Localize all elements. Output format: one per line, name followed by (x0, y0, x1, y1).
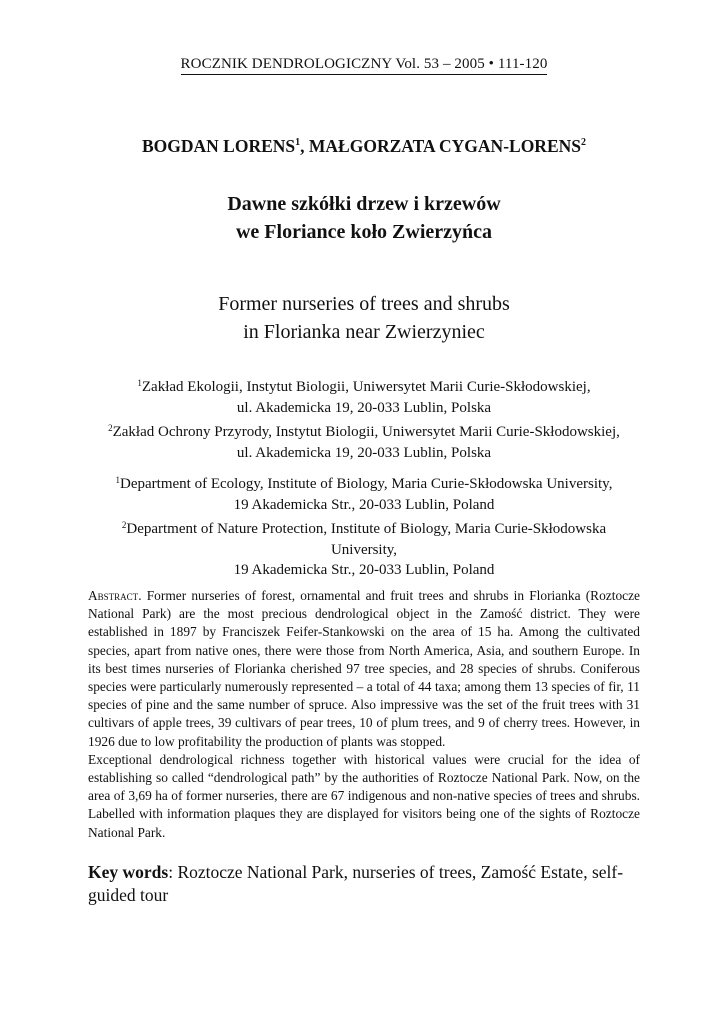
running-head (0, 55, 728, 75)
abstract (88, 587, 640, 842)
affiliations-english (0, 470, 728, 581)
keywords (88, 861, 648, 907)
abstract-label-punctuation: . (138, 588, 147, 603)
affiliation-pl-1-text: Zakład Ekologii, Instytut Biologii, Uniwersytet Marii Curie-Skłodowskiej, (141, 379, 591, 395)
affiliation-pl-2-mark: 2 (108, 423, 113, 433)
abstract-paragraph-2: Exceptional dendrological richness together with historical values were crucial for the idea of establishing so called “dendrological path” by the authorities of Roztocze National Park. Now, on the area of 3,69 ha of former nurseries, there are 67 indigenous and non-native species of trees and shrubs. Labelled with information plaques they are displayed for visitors being one of the sights of Roztocze National Park. (88, 751, 640, 840)
affiliation-en-2-line-1 (0, 515, 728, 540)
author-2-name: MAŁGORZATA CYGAN-LORENS (308, 136, 581, 156)
running-head-text: ROCZNIK DENDROLOGICZNY Vol. 53 – 2005 • 111-120 (181, 56, 548, 75)
affiliation-en-1-mark: 1 (115, 475, 121, 485)
author-1-name: BOGDAN LORENS (142, 136, 296, 156)
title-english (0, 290, 728, 346)
affiliation-en-2-mark: 2 (121, 520, 127, 530)
author-2-affiliation-mark: 2 (581, 137, 586, 148)
affiliation-en-1-line-1 (0, 470, 728, 495)
affiliation-en-2-line-2: University, (330, 541, 398, 558)
title-english-line-2: in Florianka near Zwierzyniec (243, 321, 485, 343)
affiliation-en-2-text: Department of Nature Protection, Institute of Biology, Maria Curie-Skłodowska (126, 521, 607, 537)
author-list (0, 136, 728, 157)
keywords-text: : Roztocze National Park, nurseries of trees, Zamość Estate, self-guided tour (88, 862, 624, 905)
affiliation-pl-1-line-1 (0, 373, 728, 398)
affiliation-pl-2-text: Zakład Ochrony Przyrody, Instytut Biologii, Uniwersytet Marii Curie-Skłodowskiej, (112, 424, 620, 440)
keywords-label: Key words (88, 862, 169, 882)
title-polish-line-2: we Floriance koło Zwierzyńca (235, 221, 493, 243)
title-polish-line-1: Dawne szkółki drzew i krzewów (227, 193, 501, 215)
abstract-label: Abstract (88, 588, 139, 603)
affiliation-pl-1-line-2: ul. Akademicka 19, 20-033 Lublin, Polska (236, 399, 492, 416)
author-1-affiliation-mark: 1 (295, 137, 301, 148)
author-separator: , (300, 136, 309, 156)
affiliation-en-2-line-3: 19 Akademicka Str., 20-033 Lublin, Poland (233, 562, 495, 578)
abstract-paragraph-1 (88, 587, 640, 751)
abstract-paragraph-1-text: Former nurseries of forest, ornamental and fruit trees and shrubs in Florianka (Roztocze National Park) are the most precious dendrological object in the Zamość district. They were established in 1897 by Franciszek Feifer-Stankowski on the area of 15 ha. Among the cultivated species, apart from native ones, there were those from North America, Asia, and southern Europe. In its best times nurseries of Florianka cherished 97 tree species, and 28 species of shrubs. Coniferous species were particularly numerously represented – a total of 44 taxa; among them 13 species of fir, 11 species of pine and the same number of spruce. Also impressive was the set of the fruit trees with 31 cultivars of apple trees, 39 cultivars of pear trees, 10 of plum trees, and 9 of cherry trees. However, in 1926 due to low profitability the production of plants was stopped. (88, 588, 640, 749)
affiliation-pl-2-line-2: ul. Akademicka 19, 20-033 Lublin, Polska (236, 444, 492, 461)
title-polish (0, 190, 728, 246)
affiliation-en-1-text: Department of Ecology, Institute of Biology, Maria Curie-Skłodowska University, (120, 476, 613, 492)
affiliation-pl-1-mark: 1 (137, 378, 142, 388)
affiliation-pl-2-line-1 (0, 418, 728, 443)
affiliation-en-1-line-2: 19 Akademicka Str., 20-033 Lublin, Poland (233, 496, 495, 513)
affiliations-polish (0, 373, 728, 463)
title-english-line-1: Former nurseries of trees and shrubs (218, 293, 510, 315)
